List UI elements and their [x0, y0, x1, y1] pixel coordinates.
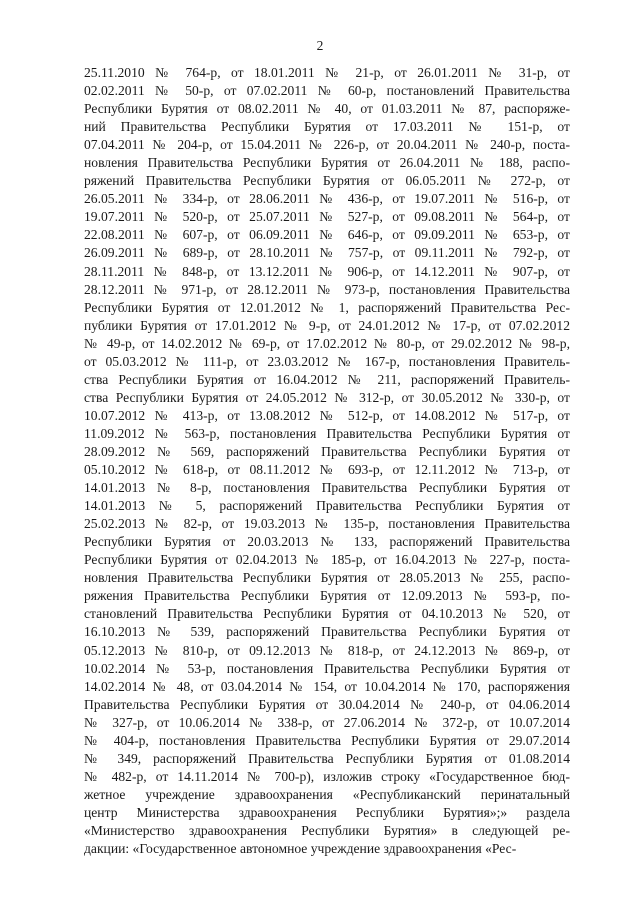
text-line: дакции: «Государственное автономное учреждение здравоохранения «Рес-	[84, 841, 517, 857]
text-line: 11.09.2012 № 563-р, постановления Правительства Республики Бурятия от	[84, 425, 570, 441]
text-line: ряжений Правительства Республики Бурятия от 06.05.2011 № 272-р, от	[84, 173, 570, 189]
text-line: 02.02.2011 № 50-р, от 07.02.2011 № 60-р, постановлений Правительства	[84, 83, 570, 99]
page-number: 2	[316, 38, 324, 53]
text-line: публики Бурятия от 17.01.2012 № 9-р, от 24.01.2012 № 17-р, от 07.02.2012	[84, 317, 570, 333]
text-line: ний Правительства Республики Бурятия от 17.03.2011 № 151-р, от	[84, 119, 570, 135]
text-line: 25.11.2010 № 764-р, от 18.01.2011 № 21-р, от 26.01.2011 № 31-р, от	[84, 65, 570, 80]
text-line: жетное учреждение здравоохранения «Республиканский перинатальный	[84, 786, 570, 802]
text-line: ства Республики Бурятия от 16.04.2012 № 211, распоряжений Правитель-	[84, 371, 570, 387]
text-line: 25.02.2013 № 82-р, от 19.03.2013 № 135-р, постановления Правительства	[84, 516, 570, 532]
text-line: ства Республики Бурятия от 24.05.2012 № 312-р, от 30.05.2012 № 330-р, от	[84, 389, 570, 405]
text-line: 28.11.2011 № 848-р, от 13.12.2011 № 906-р, от 14.12.2011 № 907-р, от	[84, 263, 570, 279]
text-line: № 404-р, постановления Правительства Республики Бурятия от 29.07.2014	[84, 732, 570, 748]
text-line: 26.05.2011 № 334-р, от 28.06.2011 № 436-р, от 19.07.2011 № 516-р, от	[84, 191, 570, 207]
text-line: Республики Бурятия от 08.02.2011 № 40, от 01.03.2011 № 87, распоряже-	[84, 101, 570, 117]
text-line: № 327-р, от 10.06.2014 № 338-р, от 27.06.2014 № 372-р, от 10.07.2014	[84, 714, 570, 730]
text-line: новления Правительства Республики Бурятия от 26.04.2011 № 188, распо-	[84, 155, 570, 171]
body-paragraph	[84, 64, 570, 858]
text-line: 26.09.2011 № 689-р, от 28.10.2011 № 757-р, от 09.11.2011 № 792-р, от	[84, 245, 570, 261]
text-line: 22.08.2011 № 607-р, от 06.09.2011 № 646-р, от 09.09.2011 № 653-р, от	[84, 227, 570, 243]
text-line: 05.12.2013 № 810-р, от 09.12.2013 № 818-р, от 24.12.2013 № 869-р, от	[84, 642, 570, 658]
text-line: № 49-р, от 14.02.2012 № 69-р, от 17.02.2012 № 80-р, от 29.02.2012 № 98-р,	[84, 335, 570, 351]
text-line: становлений Правительства Республики Бурятия от 04.10.2013 № 520, от	[84, 606, 570, 622]
text-line: Республики Бурятия от 12.01.2012 № 1, распоряжений Правительства Рес-	[84, 299, 570, 315]
text-line: 14.01.2013 № 8-р, постановления Правительства Республики Бурятия от	[84, 480, 570, 496]
text-line: № 482-р, от 14.11.2014 № 700-р), изложив строку «Государственное бюд-	[84, 768, 570, 784]
text-line: от 05.03.2012 № 111-р, от 23.03.2012 № 167-р, постановления Правитель-	[84, 353, 570, 369]
text-line: 28.12.2011 № 971-р, от 28.12.2011 № 973-р, постановления Правительства	[84, 281, 570, 297]
text-line: 14.01.2013 № 5, распоряжений Правительства Республики Бурятия от	[84, 498, 570, 514]
text-line: Республики Бурятия от 20.03.2013 № 133, распоряжений Правительства	[84, 534, 570, 550]
text-line: центр Министерства здравоохранения Республики Бурятия»;» раздела	[84, 804, 570, 820]
text-line: «Министерство здравоохранения Республики Бурятия» в следующей ре-	[84, 822, 570, 838]
text-line: 10.02.2014 № 53-р, постановления Правительства Республики Бурятия от	[84, 660, 570, 676]
text-line: Правительства Республики Бурятия от 30.04.2014 № 240-р, от 04.06.2014	[84, 696, 570, 712]
text-line: 05.10.2012 № 618-р, от 08.11.2012 № 693-р, от 12.11.2012 № 713-р, от	[84, 462, 570, 478]
text-line: 10.07.2012 № 413-р, от 13.08.2012 № 512-р, от 14.08.2012 № 517-р, от	[84, 407, 570, 423]
text-line: № 349, распоряжений Правительства Республики Бурятия от 01.08.2014	[84, 750, 570, 766]
text-line: 19.07.2011 № 520-р, от 25.07.2011 № 527-р, от 09.08.2011 № 564-р, от	[84, 209, 570, 225]
text-line: 07.04.2011 № 204-р, от 15.04.2011 № 226-р, от 20.04.2011 № 240-р, поста-	[84, 137, 570, 153]
text-line: Республики Бурятия от 02.04.2013 № 185-р, от 16.04.2013 № 227-р, поста-	[84, 552, 570, 568]
text-line: ряжения Правительства Республики Бурятия от 12.09.2013 № 593-р, по-	[84, 588, 570, 604]
text-line: 28.09.2012 № 569, распоряжений Правительства Республики Бурятия от	[84, 443, 570, 459]
text-line: новления Правительства Республики Бурятия от 28.05.2013 № 255, распо-	[84, 570, 570, 586]
text-line: 16.10.2013 № 539, распоряжений Правительства Республики Бурятия от	[84, 624, 570, 640]
text-line: 14.02.2014 № 48, от 03.04.2014 № 154, от 10.04.2014 № 170, распоряжения	[84, 678, 570, 694]
